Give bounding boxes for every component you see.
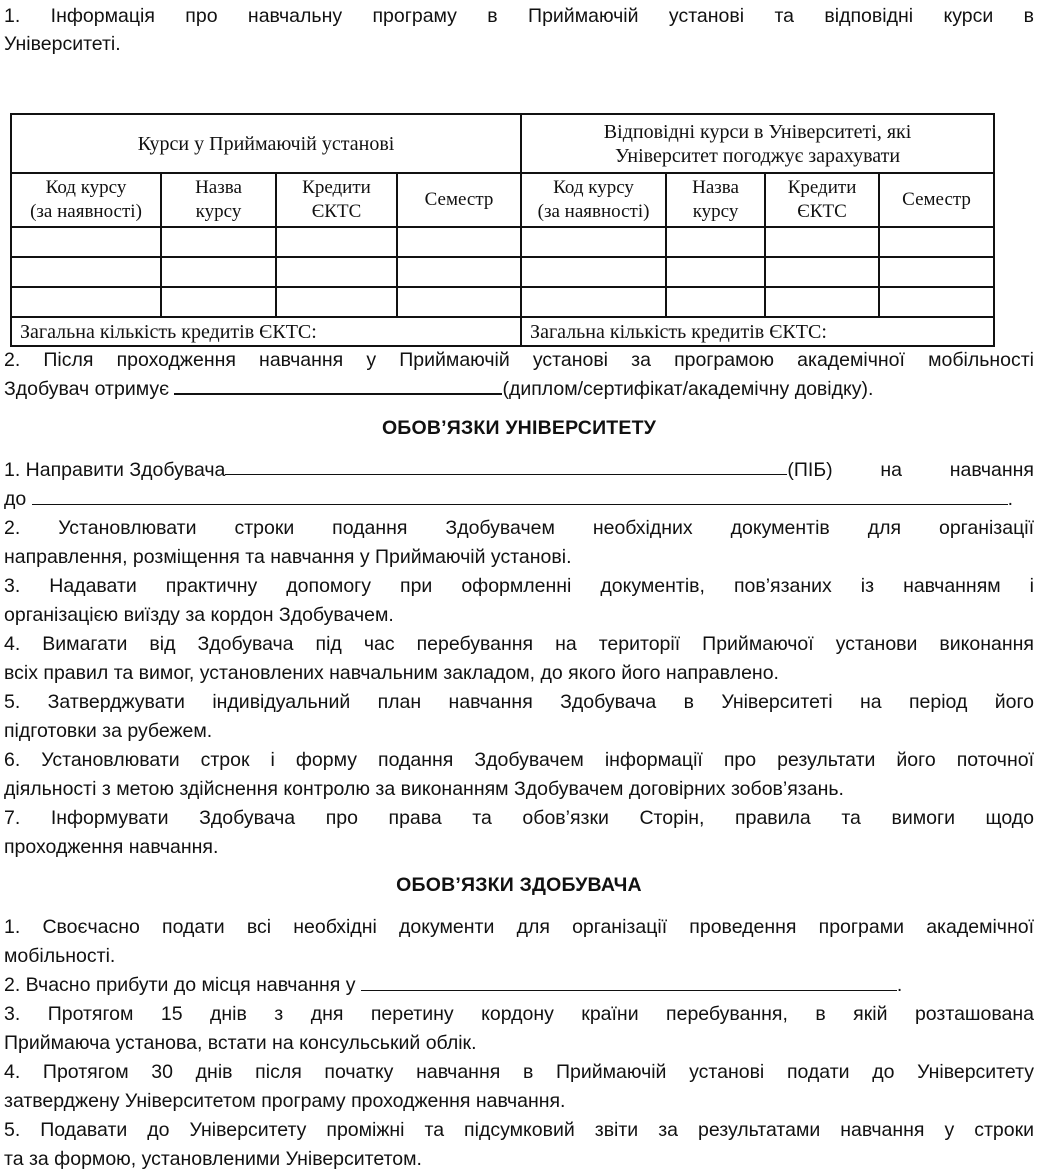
university-duty-2-line-2: направлення, розміщення та навчання у Приймаючій установі.: [4, 546, 572, 568]
table-cell[interactable]: [397, 227, 521, 257]
host-total-credits: Загальна кількість кредитів ЄКТС:: [11, 317, 521, 346]
table-cell[interactable]: [666, 287, 765, 317]
item2-suffix: (диплом/сертифікат/академічну довідку).: [502, 378, 874, 400]
student-duty-2-suffix: .: [896, 974, 903, 996]
col-header-credits: Кредити ЄКТС: [276, 173, 397, 227]
university-courses-header: Відповідні курси в Університеті, які Університет погоджує зарахувати: [521, 114, 994, 173]
table-cell[interactable]: [879, 257, 994, 287]
table-cell[interactable]: [161, 227, 276, 257]
student-duty-1-line-2: мобільності.: [4, 945, 116, 967]
col-header-name: Назва курсу: [666, 173, 765, 227]
student-duty-1-line-1: 1. Своєчасно подати всі необхідні документи для організації проведення програми академічної: [4, 916, 1034, 938]
university-duty-7-line-1: 7. Інформувати Здобувача про права та обов’язки Сторін, правила та вимоги щодо: [4, 807, 1034, 829]
table-cell[interactable]: [397, 257, 521, 287]
student-duty-2: [4, 971, 1034, 999]
university-duty-7-line-2: проходження навчання.: [4, 836, 219, 858]
university-total-credits: Загальна кількість кредитів ЄКТС:: [521, 317, 994, 346]
student-duty-5-line-2: та за формою, установленими Університетом.: [4, 1148, 422, 1170]
university-duty-1-line-2: [4, 485, 1034, 513]
university-duties-heading: ОБОВ’ЯЗКИ УНІВЕРСИТЕТУ: [381, 417, 657, 439]
table-cell[interactable]: [161, 287, 276, 317]
duty1-prefix: 1. Направити Здобувача: [4, 459, 226, 481]
university-duty-5-line-1: 5. Затверджувати індивідуальний план навчання Здобувача в Університеті на період його: [4, 691, 1034, 713]
student-duty-4-line-2: затверджену Університетом програму проходження навчання.: [4, 1090, 566, 1112]
duty1-suffix: (ПІБ) на навчання: [787, 459, 1034, 481]
table-cell[interactable]: [276, 227, 397, 257]
table-row: [11, 227, 994, 257]
intro-line-2: Університеті.: [4, 33, 121, 55]
col-header-credits: Кредити ЄКТС: [765, 173, 879, 227]
table-cell[interactable]: [11, 257, 161, 287]
table-cell[interactable]: [879, 227, 994, 257]
table-cell[interactable]: [765, 257, 879, 287]
student-duty-5-line-1: 5. Подавати до Університету проміжні та підсумковий звіти за результатами навчання у строки: [4, 1119, 1034, 1141]
table-cell[interactable]: [666, 227, 765, 257]
university-duty-6-line-2: діяльності з метою здійснення контролю за виконанням Здобувачем договірних зобов’язань.: [4, 778, 844, 800]
col-header-code: Код курсу (за наявності): [521, 173, 666, 227]
table-cell[interactable]: [397, 287, 521, 317]
student-name-blank[interactable]: [225, 456, 787, 475]
university-duty-2-line-1: 2. Установлювати строки подання Здобувачем необхідних документів для організації: [4, 517, 1034, 539]
item2-prefix: Здобувач отримує: [4, 378, 170, 400]
host-courses-header: Курси у Приймаючій установі: [11, 114, 521, 173]
courses-table: [10, 113, 995, 347]
university-duty-5-line-2: підготовки за рубежем.: [4, 720, 213, 742]
col-header-semester: Семестр: [397, 173, 521, 227]
table-cell[interactable]: [11, 287, 161, 317]
table-cell[interactable]: [521, 227, 666, 257]
document-type-blank[interactable]: [174, 375, 502, 395]
table-cell[interactable]: [276, 257, 397, 287]
table-row: [11, 287, 994, 317]
table-cell[interactable]: [765, 227, 879, 257]
table-cell[interactable]: [11, 227, 161, 257]
col-header-semester: Семестр: [879, 173, 994, 227]
intro-line-1: 1. Інформація про навчальну програму в Приймаючій установі та відповідні курси в: [4, 5, 1034, 27]
item2-line-2: [4, 375, 1034, 403]
study-place-blank[interactable]: [361, 972, 897, 991]
col-header-code: Код курсу (за наявності): [11, 173, 161, 227]
table-cell[interactable]: [666, 257, 765, 287]
table-cell[interactable]: [521, 287, 666, 317]
col-header-name: Назва курсу: [161, 173, 276, 227]
institution-blank[interactable]: [32, 486, 1008, 505]
table-cell[interactable]: [521, 257, 666, 287]
university-duty-4-line-2: всіх правил та вимог, установлених навчальним закладом, до якого його направлено.: [4, 662, 779, 684]
university-duty-6-line-1: 6. Установлювати строк і форму подання Здобувачем інформації про результати його поточної: [4, 749, 1034, 771]
student-duty-3-line-2: Приймаюча установа, встати на консульський облік.: [4, 1032, 477, 1054]
table-cell[interactable]: [765, 287, 879, 317]
university-duty-1: [4, 456, 1034, 484]
table-cell[interactable]: [879, 287, 994, 317]
item2-line-1: 2. Після проходження навчання у Приймаючій установі за програмою академічної мобільності: [4, 349, 1034, 371]
table-cell[interactable]: [161, 257, 276, 287]
table-total-row: [11, 317, 994, 346]
student-duty-4-line-1: 4. Протягом 30 днів після початку навчання в Приймаючій установі подати до Університету: [4, 1061, 1034, 1083]
university-duty-3-line-1: 3. Надавати практичну допомогу при оформленні документів, пов’язаних із навчанням і: [4, 575, 1034, 597]
duty1-line2-suffix: .: [1007, 488, 1014, 510]
student-duty-2-prefix: 2. Вчасно прибути до місця навчання у: [4, 974, 356, 996]
duty1-line2-prefix: до: [4, 488, 27, 510]
student-duty-3-line-1: 3. Протягом 15 днів з дня перетину кордону країни перебування, в якій розташована: [4, 1003, 1034, 1025]
table-group-header-row: [11, 114, 994, 173]
university-duty-3-line-2: організацією виїзду за кордон Здобувачем.: [4, 604, 394, 626]
university-duty-4-line-1: 4. Вимагати від Здобувача під час перебування на території Приймаючої установи виконання: [4, 633, 1034, 655]
table-cell[interactable]: [276, 287, 397, 317]
student-duties-heading: ОБОВ’ЯЗКИ ЗДОБУВАЧА: [396, 874, 642, 896]
table-column-header-row: [11, 173, 994, 227]
table-row: [11, 257, 994, 287]
